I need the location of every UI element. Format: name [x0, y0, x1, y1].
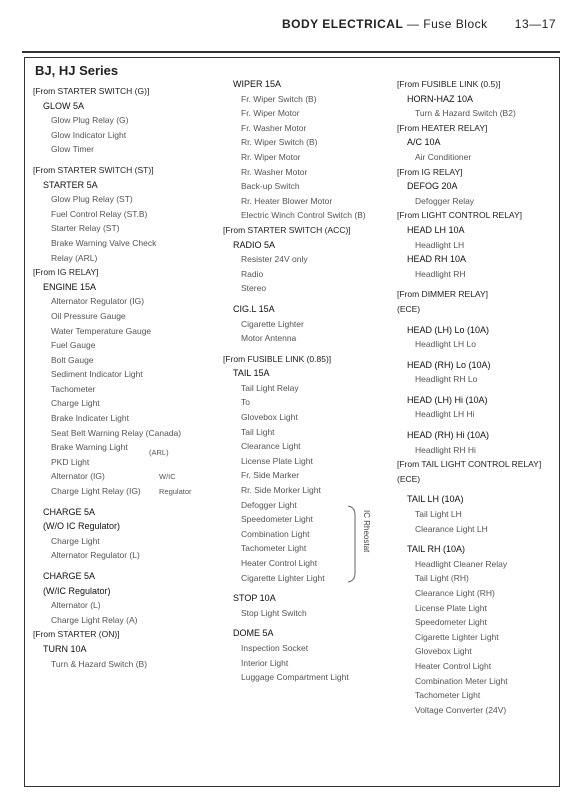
circuit-item: Alternator (IG) [51, 471, 105, 482]
circuit-item: Glow Plug Relay (G) [51, 115, 129, 126]
circuit-item: Tail Light Relay [241, 382, 299, 393]
fuse-name: TURN 10A [43, 643, 87, 654]
circuit-item: To [241, 397, 250, 408]
circuit-item: Clearance Light [241, 441, 301, 452]
fuse-name: GLOW 5A [43, 100, 85, 111]
column-1 [33, 63, 223, 671]
circuit-item: Interior Light [241, 657, 289, 668]
header-rule [22, 51, 560, 53]
fuse-name: RADIO 5A [233, 239, 276, 250]
source-heading: [From DIMMER RELAY] [397, 289, 488, 300]
fuse-name: TAIL 15A [233, 368, 270, 379]
source-heading: [From LIGHT CONTROL RELAY] [397, 210, 523, 221]
circuit-item: Clearance Light (RH) [415, 588, 495, 598]
circuit-item: Sediment Indicator Light [51, 369, 143, 380]
circuit-item: Speedometer Light [241, 514, 313, 525]
column-3 [397, 77, 562, 717]
circuit-item: PKD Light [51, 456, 90, 467]
arl-note: (ARL) [149, 448, 169, 457]
circuit-item: Alternator (L) [51, 600, 101, 611]
circuit-item: License Plate Light [415, 602, 487, 613]
circuit-item: Cigarette Lighter Light [415, 631, 499, 642]
circuit-item: Defogger Relay [415, 195, 475, 206]
circuit-item: Air Conditioner [415, 151, 472, 162]
fuse-name: TAIL RH (10A) [407, 544, 466, 555]
fuse-name: A/C 10A [407, 137, 441, 148]
column-2 [223, 77, 395, 685]
circuit-item: Tail Light LH [415, 509, 462, 520]
circuit-item: Tachometer [51, 383, 96, 394]
source-heading: [From STARTER SWITCH (ST)] [33, 164, 154, 175]
fuse-name: CIG.L 15A [233, 303, 275, 314]
circuit-item: Glow Plug Relay (ST) [51, 194, 133, 205]
circuit-item: Seat Belt Warning Relay (Canada) [51, 427, 182, 438]
fuse-name: HEAD (LH) Hi (10A) [407, 394, 488, 405]
circuit-item: Cigarette Lighter Light [241, 572, 325, 583]
circuit-item: Tachometer Light [241, 543, 307, 554]
circuit-item: Glovebox Light [415, 646, 472, 657]
fuse-name: TAIL LH (10A) [407, 494, 464, 505]
fuse-name: ENGINE 15A [43, 281, 97, 292]
rheostat-bracket [347, 505, 357, 583]
circuit-item: Motor Antenna [241, 333, 297, 344]
fuse-name: HEAD LH 10A [407, 224, 465, 235]
circuit-item: Fuel Gauge [51, 340, 96, 351]
fuse-name: DEFOG 20A [407, 181, 458, 192]
fuse-name: HEAD (RH) Lo (10A) [407, 359, 491, 370]
circuit-item: Resister 24V only [241, 254, 308, 265]
circuit-item: Rr. Washer Motor [241, 166, 308, 177]
fuse-name: CHARGE 5A [43, 571, 96, 581]
circuit-item: Tachometer Light [415, 690, 481, 701]
circuit-item: Fr. Wiper Motor [241, 108, 300, 119]
circuit-item: Fr. Side Marker [241, 470, 300, 481]
column-1-list [33, 84, 223, 671]
circuit-item: Clearance Light LH [415, 523, 488, 534]
circuit-item: Brake Indicater Light [51, 413, 129, 424]
page-header [0, 17, 582, 37]
circuit-item: Combination Light [241, 528, 310, 539]
fuse-name: (W/IC Regulator) [43, 585, 111, 596]
source-heading: (ECE) [397, 303, 421, 314]
circuit-item: Headlight LH [415, 239, 465, 250]
circuit-item: Glow Timer [51, 144, 94, 155]
regulator-note: Regulator [159, 487, 192, 496]
fuse-name: HORN-HAZ 10A [407, 93, 474, 104]
source-heading: (ECE) [397, 473, 421, 484]
fuse-name: (W/O IC Regulator) [43, 521, 121, 532]
page-number: 13—17 [514, 17, 556, 31]
circuit-item: Headlight LH Lo [415, 339, 476, 350]
source-heading: [From STARTER SWITCH (G)] [33, 86, 150, 96]
circuit-item: Charge Light Relay (IG) [51, 486, 141, 497]
fuse-name: STOP 10A [233, 593, 276, 604]
circuit-item: Charge Light Relay (A) [51, 614, 138, 625]
circuit-item: Fuel Control Relay (ST.B) [51, 208, 148, 219]
circuit-item: Turn & Hazard Switch (B2) [415, 108, 516, 119]
circuit-item: Turn & Hazard Switch (B) [51, 658, 148, 669]
circuit-item: Defogger Light [241, 499, 297, 510]
circuit-item: Brake Warning Light [51, 442, 128, 453]
circuit-item: Heater Control Light [241, 558, 318, 568]
source-heading: [From HEATER RELAY] [397, 122, 488, 133]
circuit-item: Rr. Wiper Motor [241, 151, 301, 162]
header-title: BODY ELECTRICAL [282, 17, 404, 31]
circuit-item: Headlight RH Lo [415, 374, 478, 385]
series-title: BJ, HJ Series [35, 63, 119, 78]
section-title [282, 17, 488, 31]
circuit-item: Fr. Wiper Switch (B) [241, 93, 317, 104]
circuit-item: Starter Relay (ST) [51, 223, 120, 234]
circuit-item: Cigarette Lighter [241, 318, 304, 329]
circuit-item: Bolt Gauge [51, 354, 94, 365]
circuit-item: License Plate Light [241, 455, 313, 466]
circuit-item: Tail Light [241, 426, 275, 437]
circuit-item: Glovebox Light [241, 412, 298, 423]
circuit-item: Speedometer Light [415, 617, 487, 628]
circuit-item: Headlight RH Hi [415, 444, 476, 455]
source-heading: [From FUSIBLE LINK (0.5)] [397, 79, 501, 89]
circuit-item: Relay (ARL) [51, 252, 98, 263]
header-subtitle: — Fuse Block [406, 17, 488, 31]
circuit-item: Stop Light Switch [241, 607, 307, 618]
circuit-item: Oil Pressure Gauge [51, 310, 126, 321]
circuit-item: Glow Indicator Light [51, 129, 127, 140]
circuit-item: Alternator Regulator (L) [51, 550, 140, 561]
fuse-name: STARTER 5A [43, 179, 98, 190]
circuit-item: Charge Light [51, 535, 100, 546]
circuit-item: Headlight LH Hi [415, 409, 475, 420]
source-heading: [From STARTER SWITCH (ACC)] [223, 224, 351, 235]
circuit-item: Luggage Compartment Light [241, 672, 349, 683]
source-heading: [From IG RELAY] [397, 166, 463, 177]
wic-note: W/IC [159, 472, 176, 481]
circuit-item: Rr. Side Morker Light [241, 485, 321, 496]
circuit-item: Fr. Washer Motor [241, 122, 307, 133]
circuit-item: Heater Control Light [415, 660, 492, 671]
circuit-item: Back-up Switch [241, 181, 300, 192]
source-heading: [From STARTER (ON)] [33, 629, 120, 640]
fuse-name: HEAD RH 10A [407, 254, 467, 265]
fuse-name: WIPER 15A [233, 79, 282, 89]
circuit-item: Alternator Regulator (IG) [51, 296, 145, 307]
circuit-item: Electric Winch Control Switch (B) [241, 210, 366, 221]
fuse-name: CHARGE 5A [43, 506, 96, 517]
source-heading: [From TAIL LIGHT CONTROL RELAY] [397, 459, 542, 470]
fuse-name: HEAD (LH) Lo (10A) [407, 324, 490, 335]
circuit-item: Charge Light [51, 398, 100, 409]
column-3-list [397, 77, 562, 717]
fuse-name: HEAD (RH) Hi (10A) [407, 430, 490, 441]
circuit-item: Inspection Socket [241, 642, 309, 653]
circuit-item: Combination Meter Light [415, 675, 508, 686]
ic-rheostat-label: IC Rheostat [362, 510, 371, 553]
circuit-item: Rr. Wiper Switch (B) [241, 137, 318, 148]
circuit-item: Rr. Heater Blower Motor [241, 195, 333, 206]
source-heading: [From IG RELAY] [33, 267, 99, 278]
circuit-item: Stereo [241, 283, 267, 294]
circuit-item: Brake Warning Valve Check [51, 237, 157, 248]
circuit-item: Radio [241, 268, 264, 279]
circuit-item: Voltage Converter (24V) [415, 704, 507, 715]
circuit-item: Tail Light (RH) [415, 573, 469, 584]
circuit-item: Water Temperature Gauge [51, 325, 152, 336]
circuit-item: Headlight RH [415, 268, 466, 279]
circuit-item: Headlight Cleaner Relay [415, 558, 508, 569]
source-heading: [From FUSIBLE LINK (0.85)] [223, 353, 332, 364]
column-2-list [223, 77, 395, 685]
fuse-name: DOME 5A [233, 628, 274, 639]
